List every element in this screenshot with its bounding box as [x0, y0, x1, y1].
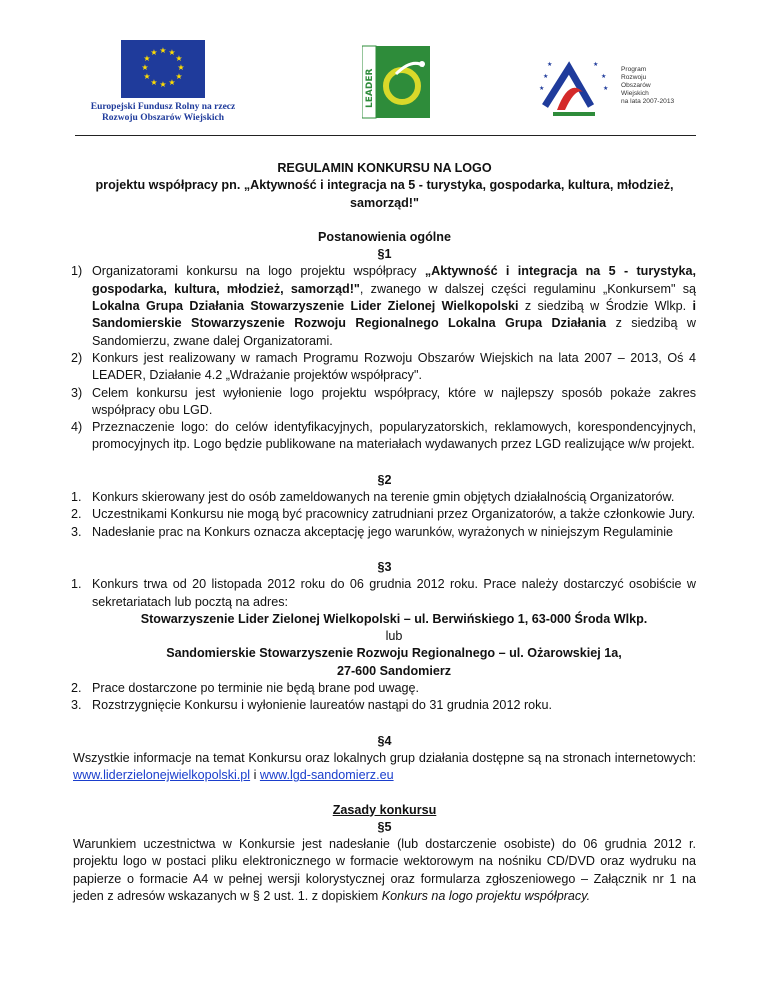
list-item [73, 524, 696, 541]
list-item [73, 419, 696, 454]
svg-text:★: ★ [547, 61, 553, 68]
eu-logo [78, 40, 248, 124]
item-number: 1. [71, 577, 82, 592]
paragraph-number: §5 [377, 819, 392, 834]
paragraph-number: §3 [377, 559, 392, 574]
address-separator: lub [385, 629, 403, 644]
address-2: Sandomierskie Stowarzyszenie Rozwoju Regionalnego – ul. Ożarowskiej 1a, [166, 646, 622, 661]
text: z siedzibą w Sandomierzu, zwane dalej Organizatorami. [92, 316, 696, 348]
title-line: projektu współpracy pn. „Aktywność i integracja na 5 - turystyka, gospodarka, kultura, młodzież, [95, 178, 674, 193]
svg-text:★: ★ [175, 54, 183, 63]
organizer-1: Lokalna Grupa Działania Stowarzyszenie Lider Zielonej Wielkopolski [92, 299, 519, 314]
text: Warunkiem uczestnictwa w Konkursie jest nadesłanie (lub dostarczenie osobiste) do 06 grudnia 2012 r. projektu logo w postaci pliku elektronicznego w formacie wektorowym na nośniku CD/DVD oraz wydruku na papierze o formacie A4 w pełnej wersji kolorystycznej oraz formularza zgłoszeniowego – Załącznik nr 1 na jeden z adresów wskazanych w § 2 ust. 1. z dopiskiem [73, 837, 696, 903]
paragraph-number: §1 [377, 247, 392, 262]
svg-text:★: ★ [143, 54, 151, 63]
item-text: Przeznaczenie logo: do celów identyfikacyjnych, popularyzatorskich, reklamowych, korespondencyjnych, promocyjnych itp. Logo będzie publikowane na materiałach wydawanych przez LGD realizujące w/w projekt. [92, 420, 696, 452]
s3-list [73, 576, 696, 714]
svg-text:★: ★ [603, 85, 609, 92]
italic-note: Konkurs na logo projektu współpracy. [381, 888, 591, 903]
list-item [73, 263, 696, 349]
svg-text:★: ★ [159, 80, 167, 89]
item-number: 4) [71, 420, 83, 435]
svg-text:★: ★ [593, 61, 599, 68]
prow-line: Program [621, 66, 647, 73]
svg-text:★: ★ [168, 48, 176, 57]
item-text: Konkurs jest realizowany w ramach Programu Rozwoju Obszarów Wiejskich na lata 2007 – 2013, Oś 4 LEADER, Działanie 4.2 „Wdrażanie projektów współpracy". [92, 350, 696, 383]
s2-list [73, 489, 696, 541]
svg-text:★: ★ [175, 72, 183, 81]
header-divider [75, 135, 696, 136]
item-text: Nadesłanie prac na Konkurs oznacza akceptację jego warunków, wyrażonych w niniejszym Regulaminie [92, 524, 674, 539]
text: i [250, 768, 260, 783]
list-item [73, 506, 696, 523]
list-item [73, 385, 696, 420]
s4-text [73, 750, 696, 785]
general-heading [73, 229, 696, 264]
svg-text:★: ★ [143, 72, 151, 81]
text: , zwanego w dalszej części regulaminu „Konkursem" są [359, 281, 697, 296]
list-item [73, 576, 696, 680]
svg-text:★: ★ [177, 63, 185, 72]
prow-line: Obszarów [621, 82, 651, 89]
text: z siedzibą w Środzie Wlkp. [518, 299, 693, 314]
svg-text:★: ★ [543, 73, 549, 80]
list-item [73, 350, 696, 385]
rules-text [73, 836, 696, 905]
svg-text:★: ★ [539, 85, 545, 92]
item-text: Konkurs trwa od 20 listopada 2012 roku do 06 grudnia 2012 roku. Prace należy dostarczyć osobiście w sekretariatach lub pocztą na adres: [92, 577, 696, 609]
prow-line: na lata 2007-2013 [621, 98, 675, 105]
title-line: samorząd!" [350, 195, 419, 210]
item-text: Uczestnikami Konkursu nie mogą być pracownicy zatrudniani przez Organizatorów, a także członkowie Jury. [92, 507, 696, 522]
eu-caption-line1: Europejski Fundusz Rolny na rzecz [90, 102, 236, 112]
prow-logo [535, 58, 615, 118]
item-text: Celem konkursu jest wyłonienie logo projektu współpracy, które w najlepszy sposób pokaże zakres współpracy obu LGD. [92, 385, 696, 417]
address-1: Stowarzyszenie Lider Zielonej Wielkopolski – ul. Berwińskiego 1, 63-000 Środa Wlkp. [140, 611, 648, 626]
item-number: 3. [71, 698, 82, 713]
leader-text: LEADER [365, 68, 375, 108]
item-number: 3. [71, 524, 82, 539]
section-heading: Zasady konkursu [332, 802, 437, 817]
paragraph-number: §4 [377, 733, 392, 748]
general-list [73, 263, 696, 453]
item-number: 2. [71, 507, 82, 522]
prow-caption [621, 66, 674, 106]
svg-text:★: ★ [168, 78, 176, 87]
item-text: Konkurs skierowany jest do osób zameldowanych na terenie gmin objętych działalnością Organizatorów. [92, 490, 675, 505]
item-number: 1) [71, 264, 83, 279]
svg-text:★: ★ [601, 73, 607, 80]
prow-line: Rozwoju [621, 74, 647, 81]
eu-flag-icon [121, 40, 205, 98]
address-2-city: 27-600 Sandomierz [336, 663, 452, 678]
list-item [73, 697, 696, 714]
svg-text:★: ★ [141, 63, 149, 72]
leader-logo [362, 44, 432, 120]
link-sandomierz[interactable]: www.lgd-sandomierz.eu [259, 768, 394, 783]
item-number: 2) [71, 350, 83, 365]
rules-heading [73, 802, 696, 837]
paragraph-number: §2 [377, 472, 392, 487]
header [0, 0, 768, 136]
eu-caption-line2: Rozwoju Obszarów Wiejskich [101, 113, 225, 123]
item-number: 2. [71, 681, 82, 696]
item-text: Prace dostarczone po terminie nie będą brane pod uwagę. [92, 681, 419, 696]
list-item [73, 680, 696, 697]
document-body [73, 160, 696, 905]
svg-text:★: ★ [150, 78, 158, 87]
svg-text:★: ★ [150, 48, 158, 57]
doc-title [73, 160, 696, 212]
project-name: „Aktywność i integracja na 5 - turystyka, gospodarka, kultura, młodzież, samorząd!" [92, 264, 696, 296]
text: Organizatorami konkursu na logo projektu współpracy [92, 264, 425, 279]
item-number: 1. [71, 490, 82, 505]
title-line: REGULAMIN KONKURSU NA LOGO [277, 161, 492, 175]
text: Wszystkie informacje na temat Konkursu oraz lokalnych grup działania dostępne są na stronach internetowych: [73, 750, 696, 765]
organizer-2: i Sandomierskie Stowarzyszenie Rozwoju Regionalnego Lokalna Grupa Działania [92, 299, 697, 331]
link-lider[interactable]: www.liderzielonejwielkopolski.pl [73, 768, 251, 783]
prow-line: Wiejskich [621, 90, 649, 97]
section-heading: Postanowienia ogólne [318, 229, 451, 244]
svg-text:★: ★ [159, 46, 167, 55]
list-item [73, 489, 696, 506]
item-number: 3) [71, 385, 83, 400]
item-text: Rozstrzygnięcie Konkursu i wyłonienie laureatów nastąpi do 31 grudnia 2012 roku. [92, 698, 552, 713]
